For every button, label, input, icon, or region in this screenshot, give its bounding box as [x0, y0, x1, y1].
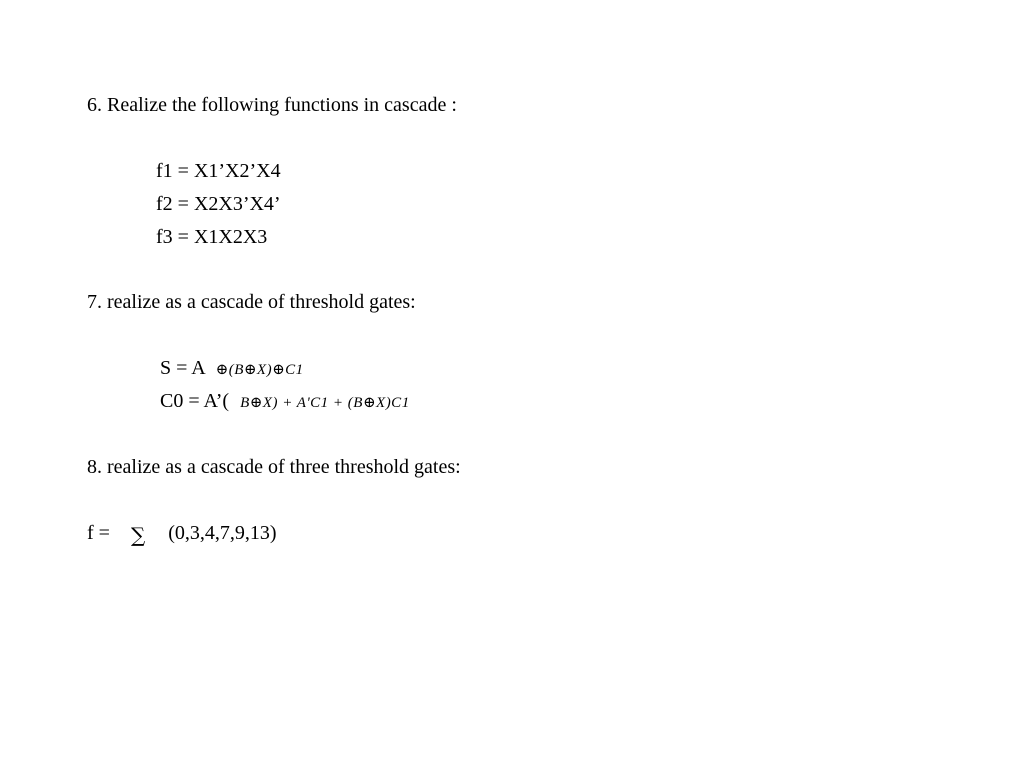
equation-s-prefix: S = A	[160, 357, 205, 379]
sigma-symbol: ∑	[130, 523, 146, 547]
problem-7-heading: 7. realize as a cascade of threshold gates:	[87, 291, 416, 313]
equation-f	[87, 520, 277, 545]
equation-c0-expression: B⊕X) + A'C1 + (B⊕X)C1	[240, 395, 410, 411]
equation-s-expression: ⊕(B⊕X)⊕C1	[215, 362, 304, 378]
equation-f-minterms: (0,3,4,7,9,13)	[168, 522, 277, 544]
equation-f-prefix: f =	[87, 522, 110, 544]
equation-c0-prefix: C0 = A’(	[160, 390, 230, 412]
problem-6-heading: 6. Realize the following functions in cascade :	[87, 94, 457, 116]
function-f3: f3 = X1X2X3	[156, 226, 268, 248]
function-f1: f1 = X1’X2’X4	[156, 160, 281, 182]
equation-c0	[160, 389, 410, 415]
function-f2: f2 = X2X3’X4’	[156, 193, 281, 215]
equation-s	[160, 356, 304, 382]
problem-8-heading: 8. realize as a cascade of three threshold gates:	[87, 456, 461, 478]
